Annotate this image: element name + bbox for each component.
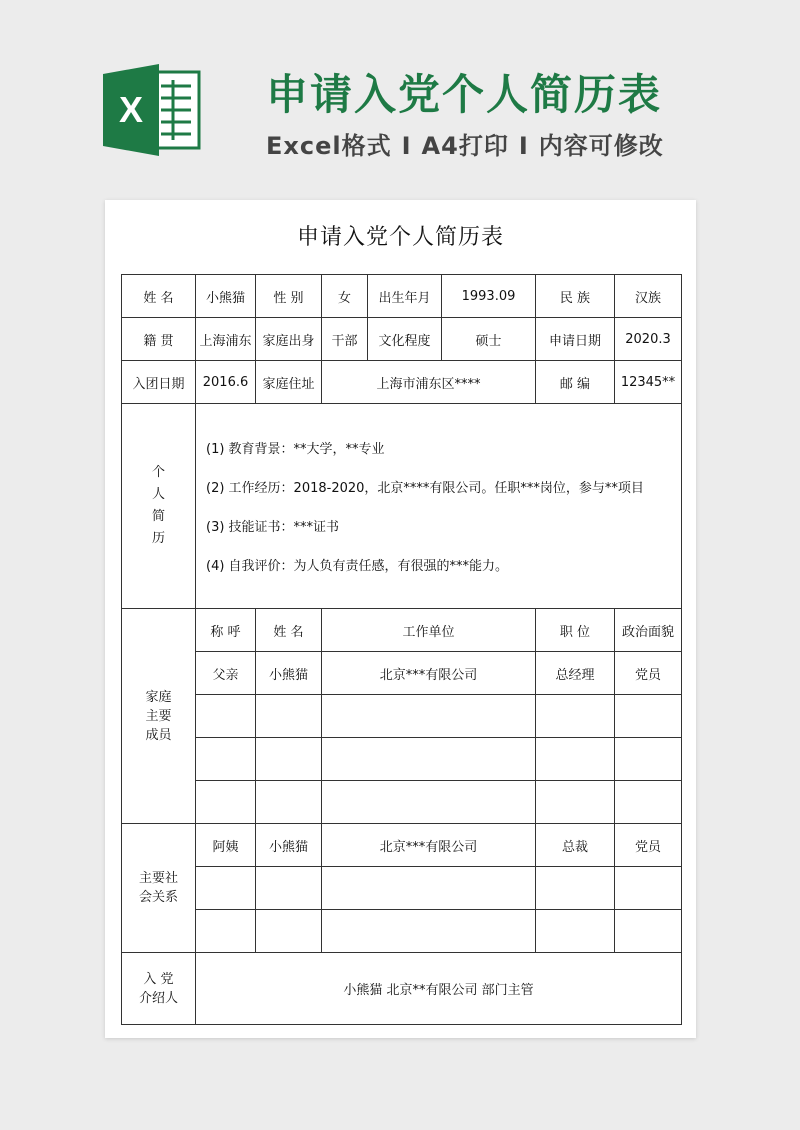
family-name-cell[interactable]: 小熊猫 [256,652,322,695]
family-header-name: 姓 名 [256,609,322,652]
family-row [122,695,682,738]
postcode-value[interactable]: 12345** [615,361,682,404]
family-label-line: 成员 [145,727,172,743]
social-label-line: 主要社 [138,871,178,886]
resume-item-self-evaluation: (4) 自我评价：为人负有责任感，有很强的***能力。 [206,559,509,574]
family-header-row [122,609,682,652]
social-position-cell[interactable] [536,867,615,910]
social-name-cell[interactable] [256,867,322,910]
family-political-cell[interactable] [615,781,682,824]
family-relation-cell[interactable]: 父亲 [196,652,256,695]
family-header-employer: 工作单位 [322,609,536,652]
main-title: 申请入党个人简历表 [266,70,663,119]
social-employer-cell[interactable] [322,867,536,910]
family-name-cell[interactable] [256,781,322,824]
social-label-line: 会关系 [138,890,178,905]
league-date-value[interactable]: 2016.6 [196,361,256,404]
introducer-value[interactable]: 小熊猫 北京**有限公司 部门主管 [196,953,682,1025]
origin-label: 籍 贯 [122,318,196,361]
family-position-cell[interactable] [536,781,615,824]
document-title: 申请入党个人简历表 [296,225,504,250]
resume-content[interactable] [196,404,682,609]
family-position-cell[interactable] [536,695,615,738]
resume-table [121,274,682,1025]
subtitle-format: Excel格式 [266,132,392,160]
gender-value[interactable]: 女 [322,275,368,318]
family-row [122,652,682,695]
family-employer-cell[interactable]: 北京***有限公司 [322,652,536,695]
social-employer-cell[interactable]: 北京***有限公司 [322,824,536,867]
family-political-cell[interactable]: 党员 [615,652,682,695]
address-value[interactable]: 上海市浦东区**** [322,361,536,404]
basic-row-3 [122,361,682,404]
address-label: 家庭住址 [256,361,322,404]
family-header-relation: 称 呼 [196,609,256,652]
social-label [122,824,196,953]
subtitle-editable: 内容可修改 [538,132,664,160]
family-relation-cell[interactable] [196,695,256,738]
family-header-position: 职 位 [536,609,615,652]
family-position-cell[interactable]: 总经理 [536,652,615,695]
social-name-cell[interactable]: 小熊猫 [256,824,322,867]
social-relation-cell[interactable] [196,910,256,953]
subtitle [266,126,664,161]
family-employer-cell[interactable] [322,781,536,824]
family-label-line: 主要 [145,708,172,724]
gender-label: 性 别 [256,275,322,318]
family-political-cell[interactable] [615,738,682,781]
resume-label [122,404,196,609]
banner [0,0,800,200]
social-row [122,910,682,953]
excel-logo-icon [103,64,203,156]
birth-value[interactable]: 1993.09 [442,275,536,318]
family-name-cell[interactable] [256,738,322,781]
social-position-cell[interactable] [536,910,615,953]
social-relation-cell[interactable]: 阿姨 [196,824,256,867]
basic-row-1 [122,275,682,318]
social-row [122,824,682,867]
education-value[interactable]: 硕士 [442,318,536,361]
resume-item-work: (2) 工作经历：2018-2020，北京****有限公司。任职***岗位，参与**项目 [206,481,644,496]
introducer-label [122,953,196,1025]
resume-label-text: 个 人 简 历 [151,465,165,546]
family-employer-cell[interactable] [322,695,536,738]
social-row [122,867,682,910]
logo-letter: X [118,89,144,130]
education-label: 文化程度 [368,318,442,361]
subtitle-separator: I [518,132,529,160]
introducer-row [122,953,682,1025]
ethnicity-label: 民 族 [536,275,615,318]
name-value[interactable]: 小熊猫 [196,275,256,318]
family-row [122,781,682,824]
resume-item-certificate: (3) 技能证书：***证书 [206,520,340,535]
social-relation-cell[interactable] [196,867,256,910]
family-row [122,738,682,781]
family-background-value[interactable]: 干部 [322,318,368,361]
family-label [122,609,196,824]
name-label: 姓 名 [122,275,196,318]
social-political-cell[interactable] [615,910,682,953]
introducer-label-line: 入 党 [143,971,174,987]
origin-value[interactable]: 上海浦东 [196,318,256,361]
family-label-line: 家庭 [145,689,172,705]
postcode-label: 邮 编 [536,361,615,404]
family-header-political: 政治面貌 [615,609,682,652]
document-page [105,200,696,1038]
family-employer-cell[interactable] [322,738,536,781]
social-political-cell[interactable]: 党员 [615,824,682,867]
family-relation-cell[interactable] [196,781,256,824]
family-relation-cell[interactable] [196,738,256,781]
birth-label: 出生年月 [368,275,442,318]
apply-date-value[interactable]: 2020.3 [615,318,682,361]
basic-row-2 [122,318,682,361]
family-name-cell[interactable] [256,695,322,738]
introducer-label-line: 介绍人 [138,990,178,1006]
resume-row [122,404,682,609]
league-date-label: 入团日期 [122,361,196,404]
social-name-cell[interactable] [256,910,322,953]
social-position-cell[interactable]: 总裁 [536,824,615,867]
ethnicity-value[interactable]: 汉族 [615,275,682,318]
resume-item-education: (1) 教育背景：**大学，**专业 [206,442,385,457]
social-political-cell[interactable] [615,867,682,910]
family-background-label: 家庭出身 [256,318,322,361]
family-position-cell[interactable] [536,738,615,781]
subtitle-separator: I [401,132,412,160]
apply-date-label: 申请日期 [536,318,615,361]
subtitle-print: A4打印 [421,132,509,160]
family-political-cell[interactable] [615,695,682,738]
social-employer-cell[interactable] [322,910,536,953]
